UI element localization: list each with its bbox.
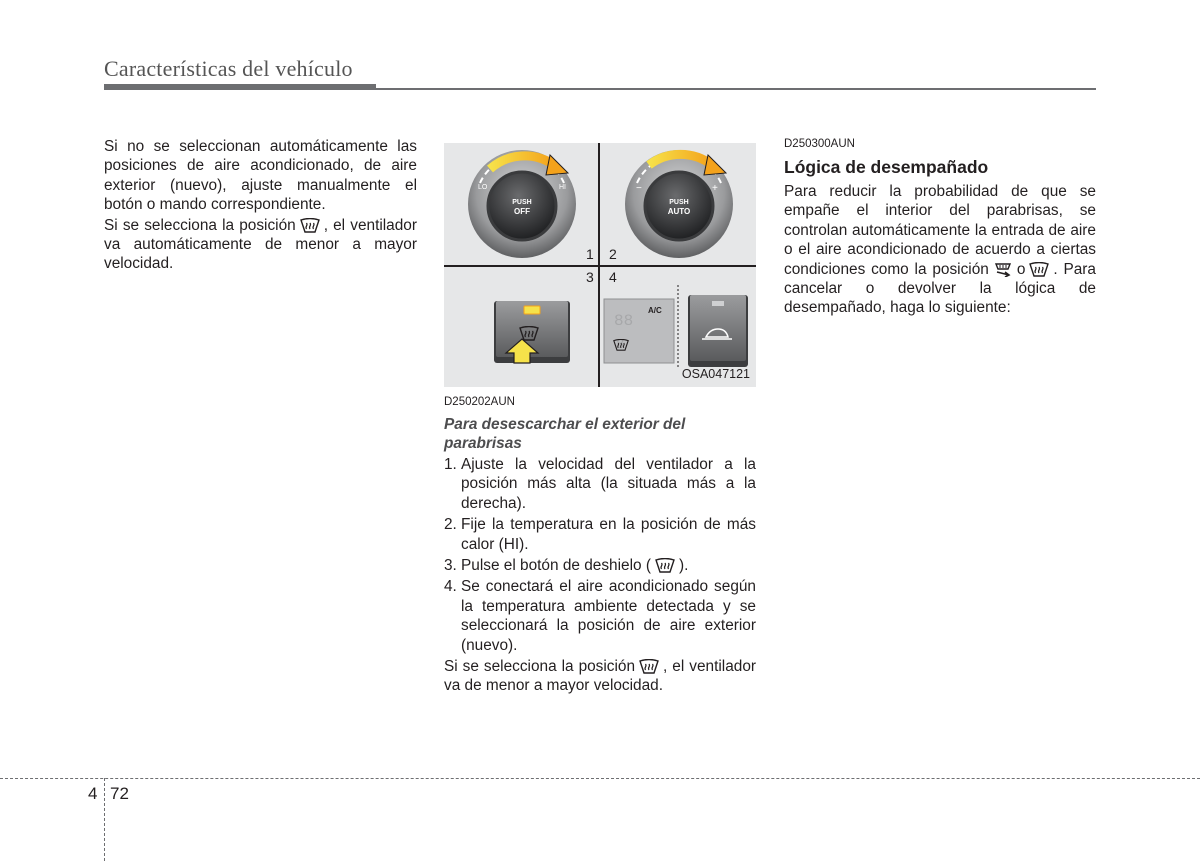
figure-divider-horizontal bbox=[444, 265, 756, 267]
text-run: o bbox=[1016, 260, 1026, 278]
defrost-icon bbox=[1028, 262, 1050, 277]
step-number: 4. bbox=[444, 578, 457, 596]
figure-number: 1 bbox=[586, 246, 594, 262]
page-number: 72 bbox=[110, 784, 129, 803]
defrost-icon bbox=[299, 218, 321, 233]
ac-indicator: A/C bbox=[648, 306, 662, 315]
section-code: D250300AUN bbox=[784, 138, 855, 150]
footer-rule bbox=[0, 778, 1200, 779]
column-middle bbox=[444, 395, 756, 696]
minus-label: − bbox=[636, 183, 642, 194]
figure-number: 4 bbox=[609, 269, 617, 285]
lo-label: LO bbox=[478, 184, 488, 191]
figure-number: 2 bbox=[609, 246, 617, 262]
climate-control-figure bbox=[444, 143, 756, 387]
knob-text-push: PUSH bbox=[669, 199, 689, 206]
list-item bbox=[444, 455, 756, 513]
text-run: , el ventilador va de menor a mayor velocidad. bbox=[444, 658, 756, 695]
recirculation-button bbox=[688, 295, 748, 367]
step-text: ). bbox=[678, 557, 689, 575]
paragraph bbox=[444, 657, 756, 696]
figure-number: 3 bbox=[586, 269, 594, 285]
paragraph bbox=[104, 216, 417, 274]
list-item bbox=[444, 515, 756, 554]
paragraph bbox=[784, 182, 1096, 318]
steps-list bbox=[444, 455, 756, 655]
column-right bbox=[784, 137, 1096, 318]
step-text: Ajuste la velocidad del ventilador a la posición más alta (la situada más a la derecha). bbox=[461, 456, 756, 512]
step-text: Pulse el botón de deshielo ( bbox=[461, 557, 651, 575]
step-text: Se conectará el aire acondicionado según la temperatura ambiente detectada y se seleccionará la posición de aire exterior (nuevo). bbox=[461, 578, 756, 654]
plus-label: + bbox=[712, 183, 718, 194]
knob-text-push: PUSH bbox=[512, 199, 532, 206]
step-number: 2. bbox=[444, 516, 457, 534]
knob-text-off: OFF bbox=[514, 207, 530, 216]
column-left bbox=[104, 137, 417, 274]
chapter-number: 4 bbox=[88, 784, 98, 803]
climate-display bbox=[604, 299, 674, 363]
svg-text:88: 88 bbox=[614, 312, 634, 330]
paragraph: Si no se seleccionan automáticamente las posiciones de aire acondicionado, de aire exterior (nuevo), ajuste manualmente el botón o mando correspondiente. bbox=[104, 138, 417, 214]
svg-text:8: 8 bbox=[616, 337, 625, 353]
defrost-icon bbox=[638, 659, 660, 674]
section-code: D250202AUN bbox=[444, 396, 515, 408]
step-text: Fije la temperatura en la posición de más calor (HI). bbox=[461, 516, 756, 553]
step-number: 3. bbox=[444, 557, 457, 575]
section-heading: Lógica de desempañado bbox=[784, 157, 989, 177]
hi-label: HI bbox=[559, 184, 566, 191]
text-run: Si se selecciona la posición bbox=[104, 216, 296, 234]
step-number: 1. bbox=[444, 456, 457, 473]
section-title: Características del vehículo bbox=[104, 56, 353, 81]
subheading: Para desescarchar el exterior del parabrisas bbox=[444, 416, 686, 452]
text-run: . Para cancelar o devolver la lógica de desempañado, haga lo siguiente: bbox=[784, 260, 1096, 317]
knob-text-auto: AUTO bbox=[667, 207, 691, 216]
footer-rule-vertical bbox=[104, 778, 105, 861]
header-rule-thick bbox=[104, 84, 376, 90]
list-item bbox=[444, 577, 756, 655]
text-run: Para reducir la probabilidad de que se empañe el interior del parabrisas, se controlan automáticamente la entrada de aire o el aire acondicionado de acuerdo a ciertas condiciones como la posición bbox=[784, 183, 1096, 278]
text-run: , el ventilador va automáticamente de menor a mayor velocidad. bbox=[104, 216, 417, 273]
list-item bbox=[444, 556, 756, 575]
defrost-icon bbox=[654, 558, 676, 573]
header-rule-thin bbox=[376, 88, 1096, 90]
figure-caption: OSA047121 bbox=[681, 367, 750, 381]
defrost-button bbox=[494, 301, 570, 363]
text-run: Si se selecciona la posición bbox=[444, 658, 636, 676]
floor-defrost-icon bbox=[992, 262, 1014, 277]
